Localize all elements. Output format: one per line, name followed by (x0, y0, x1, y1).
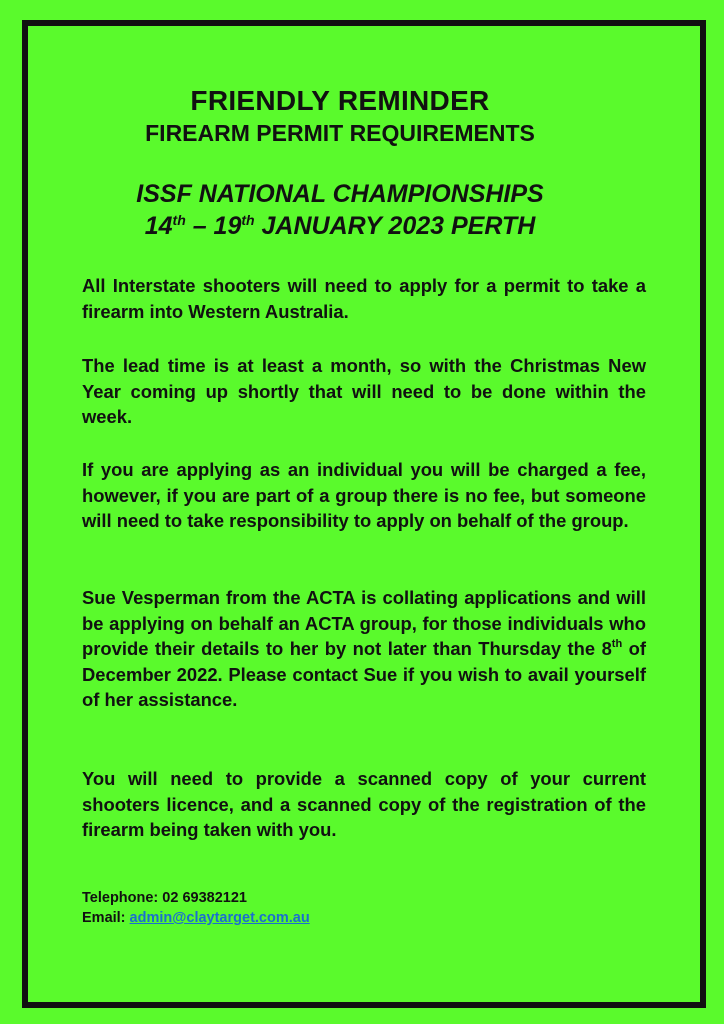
event-start-suffix: th (172, 212, 186, 228)
heading-friendly-reminder: FRIENDLY REMINDER (190, 85, 490, 116)
paragraph-acta-text-1: Sue Vesperman from the ACTA is collating applications and will be applying on behalf an ACTA group, for those individuals who provide their details to her by not later than Thursday the 8 (82, 587, 646, 659)
contact-telephone (82, 890, 247, 906)
event-dates (58, 212, 622, 241)
event-end-day: 19 (213, 212, 242, 240)
paragraph-fee: If you are applying as an individual you will be charged a fee, however, if you are part of a group there is no fee, but someone will need to take responsibility to apply on behalf of the group. (82, 459, 646, 531)
event-name: ISSF NATIONAL CHAMPIONSHIPS (136, 180, 544, 208)
paragraph-scanned-copies: You will need to provide a scanned copy of your current shooters licence, and a scanned copy of the registration of the firearm being taken with you. (82, 768, 646, 840)
date-suffix: th (611, 638, 623, 650)
paragraph-acta-text-2: of December 2022. Please contact Sue if you wish to avail yourself of her assistance. (82, 638, 646, 710)
email-link[interactable]: admin@claytarget.com.au (129, 910, 310, 926)
email-label: Email: (82, 910, 130, 926)
event-start-day: 14 (144, 212, 173, 240)
contact-email (82, 910, 310, 926)
telephone-number: 02 69382121 (162, 890, 247, 906)
heading-firearm-permit: FIREARM PERMIT REQUIREMENTS (145, 120, 535, 146)
event-dash: – (185, 212, 214, 240)
paragraph-interstate: All Interstate shooters will need to apply for a permit to take a firearm into Western Australia. (82, 275, 646, 322)
event-end-suffix: th (241, 212, 255, 228)
paragraph-acta-group (82, 585, 646, 713)
event-month-location: JANUARY 2023 PERTH (254, 212, 536, 240)
telephone-label: Telephone: (82, 890, 163, 906)
paragraph-lead-time: The lead time is at least a month, so with the Christmas New Year coming up shortly that will need to be done within the week. (82, 355, 646, 427)
